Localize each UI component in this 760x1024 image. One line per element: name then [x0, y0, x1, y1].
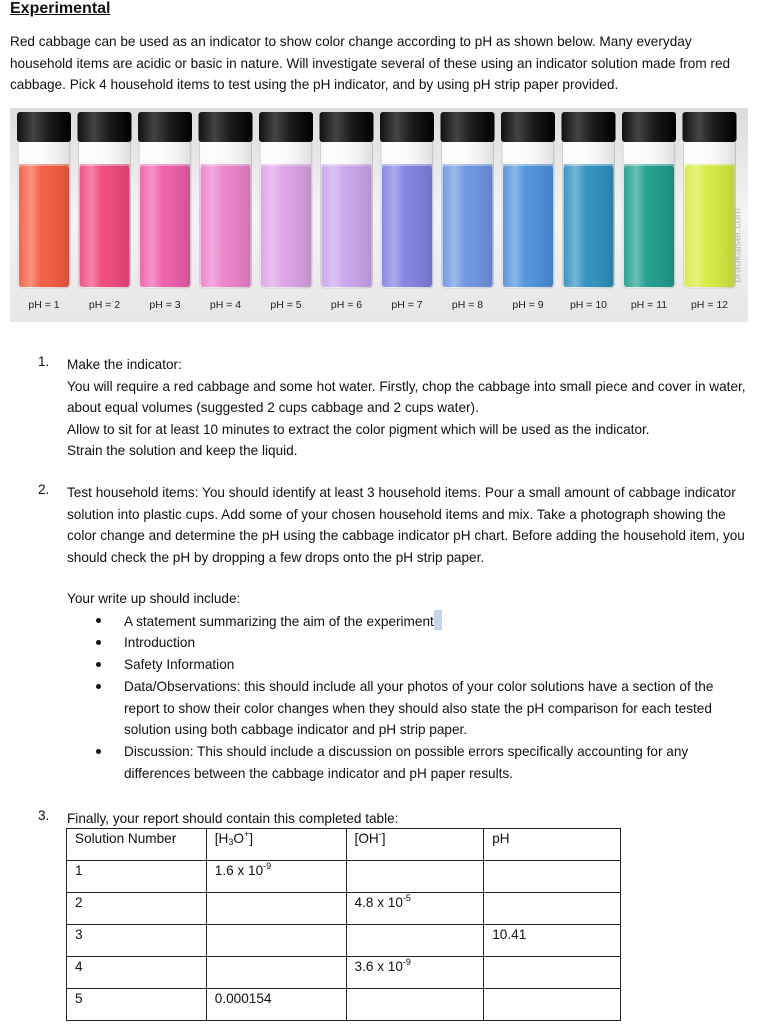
- header-h3o: $[H_3O^+]$: [206, 829, 346, 861]
- vial-ph-label: pH = 11: [630, 299, 668, 311]
- cell-oh[interactable]: [346, 861, 484, 893]
- vial: [622, 112, 676, 311]
- vial-ph-label: pH = 4: [209, 299, 242, 311]
- vial: [380, 112, 434, 311]
- vial: [441, 112, 495, 311]
- cell-solution-number[interactable]: 2: [67, 893, 207, 925]
- section-heading: Experimental: [10, 0, 111, 17]
- cell-solution-number[interactable]: 4: [67, 957, 207, 989]
- vial-cap: [380, 112, 434, 142]
- vial-cap: [683, 112, 737, 142]
- cell-h3o[interactable]: [206, 957, 346, 989]
- bullet-text: Discussion: This should include a discussion on possible errors specifically accounting for any differences between the cabbage indicator and pH paper results.: [124, 743, 689, 781]
- table-row: [67, 925, 621, 957]
- vial-cap: [199, 112, 253, 142]
- vial: [17, 112, 71, 311]
- vial: [501, 112, 555, 311]
- image-credit: braukaiser.com: [732, 208, 744, 283]
- vial: [562, 112, 616, 311]
- vial-ph-label: pH = 6: [330, 299, 363, 311]
- vial-gloss: [623, 138, 675, 288]
- vial-gloss: [381, 138, 433, 288]
- cell-solution-number[interactable]: 1: [67, 861, 207, 893]
- vial: [199, 112, 253, 311]
- table-row: [67, 989, 621, 1021]
- writeup-lead: Your write up should include:: [67, 591, 241, 606]
- step-2: Test household items: You should identify at least 3 household items. Pour a small amount of cabbage indicator solution into plastic cups. Add some of your chosen household items and mix. Take a photograph showing the color change and determine the pH using the cabbage indicator pH chart. Before adding the household item, you should check the pH by dropping a few drops onto the pH strip paper.: [67, 485, 745, 565]
- writeup-list: [67, 610, 757, 785]
- results-table: [66, 828, 621, 1021]
- cell-h3o[interactable]: [206, 893, 346, 925]
- text-cursor-selection: [434, 610, 442, 630]
- vial-cap: [441, 112, 495, 142]
- vial-cap: [501, 112, 555, 142]
- vial-cap: [622, 112, 676, 142]
- cell-h3o[interactable]: 1.6 x $10^{-9}$: [206, 861, 346, 893]
- step-1-line: Strain the solution and keep the liquid.: [67, 443, 298, 458]
- step-3: Finally, your report should contain this completed table:: [67, 811, 399, 826]
- vial-gloss: [502, 138, 554, 288]
- list-item: [67, 676, 742, 741]
- cell-oh[interactable]: 3.6 x $10^{-9}$: [346, 957, 484, 989]
- list-item: [67, 632, 742, 654]
- vial-ph-label: pH = 10: [569, 299, 608, 311]
- vial-gloss: [18, 138, 70, 288]
- cell-oh[interactable]: 4.8 x $10^{-5}$: [346, 893, 484, 925]
- table-header-row: [67, 829, 621, 861]
- step-1-number: 1.: [38, 354, 50, 369]
- vial: [78, 112, 132, 311]
- vial-cap: [78, 112, 132, 142]
- header-oh: [OH-]: [346, 829, 484, 861]
- table-row: [67, 893, 621, 925]
- vial: [320, 112, 374, 311]
- list-item: [67, 654, 742, 676]
- vial-gloss: [684, 138, 736, 288]
- cell-ph[interactable]: 10.41: [484, 925, 621, 957]
- vial-ph-label: pH = 7: [391, 299, 423, 311]
- cell-solution-number[interactable]: 5: [67, 989, 207, 1021]
- step-2-number: 2.: [38, 482, 50, 497]
- vial-gloss: [321, 138, 373, 288]
- vial-photo: [10, 108, 748, 322]
- vial-cap: [562, 112, 616, 142]
- list-item: [67, 610, 742, 633]
- header-solution-number: Solution Number: [67, 829, 207, 861]
- vial-ph-label: pH = 3: [149, 299, 181, 311]
- writeup-section: [67, 588, 757, 784]
- vial-ph-label: pH = 2: [88, 299, 121, 311]
- bullet-text: Introduction: [124, 635, 196, 651]
- vial-cap: [259, 112, 313, 142]
- vial-ph-label: pH = 5: [270, 299, 302, 311]
- step-1: [67, 354, 757, 462]
- cell-oh[interactable]: [346, 925, 484, 957]
- vial-gloss: [79, 138, 131, 288]
- vial-gloss: [200, 138, 252, 288]
- bullet-text: Safety Information: [124, 657, 235, 673]
- cell-ph[interactable]: [484, 893, 621, 925]
- cell-ph[interactable]: [484, 989, 621, 1021]
- step-1-title: Make the indicator:: [67, 357, 182, 372]
- vial: [138, 112, 192, 311]
- vial-gloss: [442, 138, 494, 288]
- header-ph: pH: [484, 829, 621, 861]
- table-row: [67, 957, 621, 989]
- vial-gloss: [260, 138, 312, 288]
- vial-ph-label: pH = 1: [28, 299, 60, 311]
- vial-ph-label: pH = 9: [512, 299, 544, 311]
- vial-cap: [320, 112, 374, 142]
- bullet-text: A statement summarizing the aim of the experiment: [124, 613, 434, 629]
- step-3-number: 3.: [38, 808, 50, 823]
- intro-paragraph: Red cabbage can be used as an indicator to show color change according to pH as shown below. Many everyday household items are acidic or basic in nature. Will investigate several of these using an indicator solution made from red cabbage. Pick 4 household items to test using the pH indicator, and by using pH strip paper provided.: [10, 34, 731, 92]
- vial-cap: [138, 112, 192, 142]
- step-1-line: Allow to sit for at least 10 minutes to extract the color pigment which will be used as the indicator.: [67, 421, 650, 437]
- vial: [683, 112, 737, 311]
- cell-h3o[interactable]: 0.000154: [206, 989, 346, 1021]
- vial-ph-label: pH = 8: [451, 299, 484, 311]
- cell-oh[interactable]: [346, 989, 484, 1021]
- vial: [259, 112, 313, 311]
- cell-ph[interactable]: [484, 861, 621, 893]
- cell-ph[interactable]: [484, 957, 621, 989]
- vial-cap: [17, 112, 71, 142]
- vial-gloss: [139, 138, 191, 288]
- list-item: [67, 741, 742, 784]
- step-1-line: You will require a red cabbage and some hot water. Firstly, chop the cabbage into small piece and cover in water, about equal volumes (suggested 2 cups cabbage and 2 cups water).: [67, 378, 746, 415]
- vial-ph-label: pH = 12: [690, 299, 729, 311]
- vial-gloss: [563, 138, 615, 288]
- bullet-text: Data/Observations: this should include all your photos of your color solutions have a section of the report to show their color changes when they should also state the pH comparison for each tested solution using both cabbage indicator and pH strip paper.: [124, 678, 714, 738]
- cell-solution-number[interactable]: 3: [67, 925, 207, 957]
- ph-color-chart-image: [10, 108, 748, 322]
- table-row: [67, 861, 621, 893]
- cell-h3o[interactable]: [206, 925, 346, 957]
